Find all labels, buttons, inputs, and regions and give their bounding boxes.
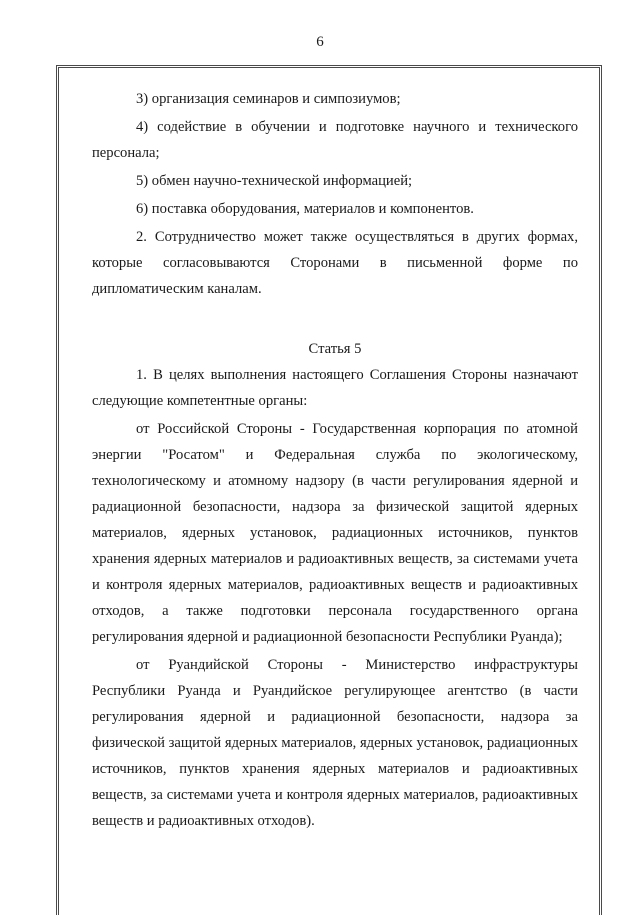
list-item-5: 5) обмен научно-технической информацией;	[136, 173, 413, 189]
list-item-3: 3) организация семинаров и симпозиумов;	[136, 91, 401, 107]
paragraph-competent-bodies: 1. В целях выполнения настоящего Соглашения Стороны назначают следующие компетентные органы:	[92, 367, 578, 409]
paragraph-cooperation-forms: 2. Сотрудничество может также осуществляться в других формах, которые согласовываются Сторонами в письменной форме по дипломатическим каналам.	[92, 229, 578, 297]
paragraph-russian-side: от Российской Стороны - Государственная корпорация по атомной энергии "Росатом" и Федеральная служба по экологическому, технологическому и атомному надзору (в части регулирования ядерной и радиационной безопасности, надзора за физической защитой ядерных материалов, ядерных установок, радиационных источников, пунктов хранения ядерных материалов и радиоактивных веществ, за системами учета и контроля ядерных материалов, радиоактивных веществ и радиоактивных отходов, а также подготовки персонала государственного органа регулирования ядерной и радиационной безопасности Республики Руанда);	[92, 421, 578, 645]
list-item-4: 4) содействие в обучении и подготовке научного и технического персонала;	[92, 119, 578, 161]
document-body	[92, 86, 578, 836]
paragraph-rwandan-side: от Руандийской Стороны - Министерство инфраструктуры Республики Руанда и Руандийское регулирующее агентство (в части регулирования ядерной и радиационной безопасности, надзора за физической защитой ядерных материалов, ядерных установок, радиационных источников, пунктов хранения ядерных материалов и радиоактивных веществ, за системами учета и контроля ядерных материалов, радиоактивных веществ и радиоактивных отходов).	[92, 657, 578, 829]
page-number: 6	[316, 34, 324, 50]
article-title: Статья 5	[308, 341, 362, 357]
list-item-6: 6) поставка оборудования, материалов и компонентов.	[136, 201, 474, 217]
